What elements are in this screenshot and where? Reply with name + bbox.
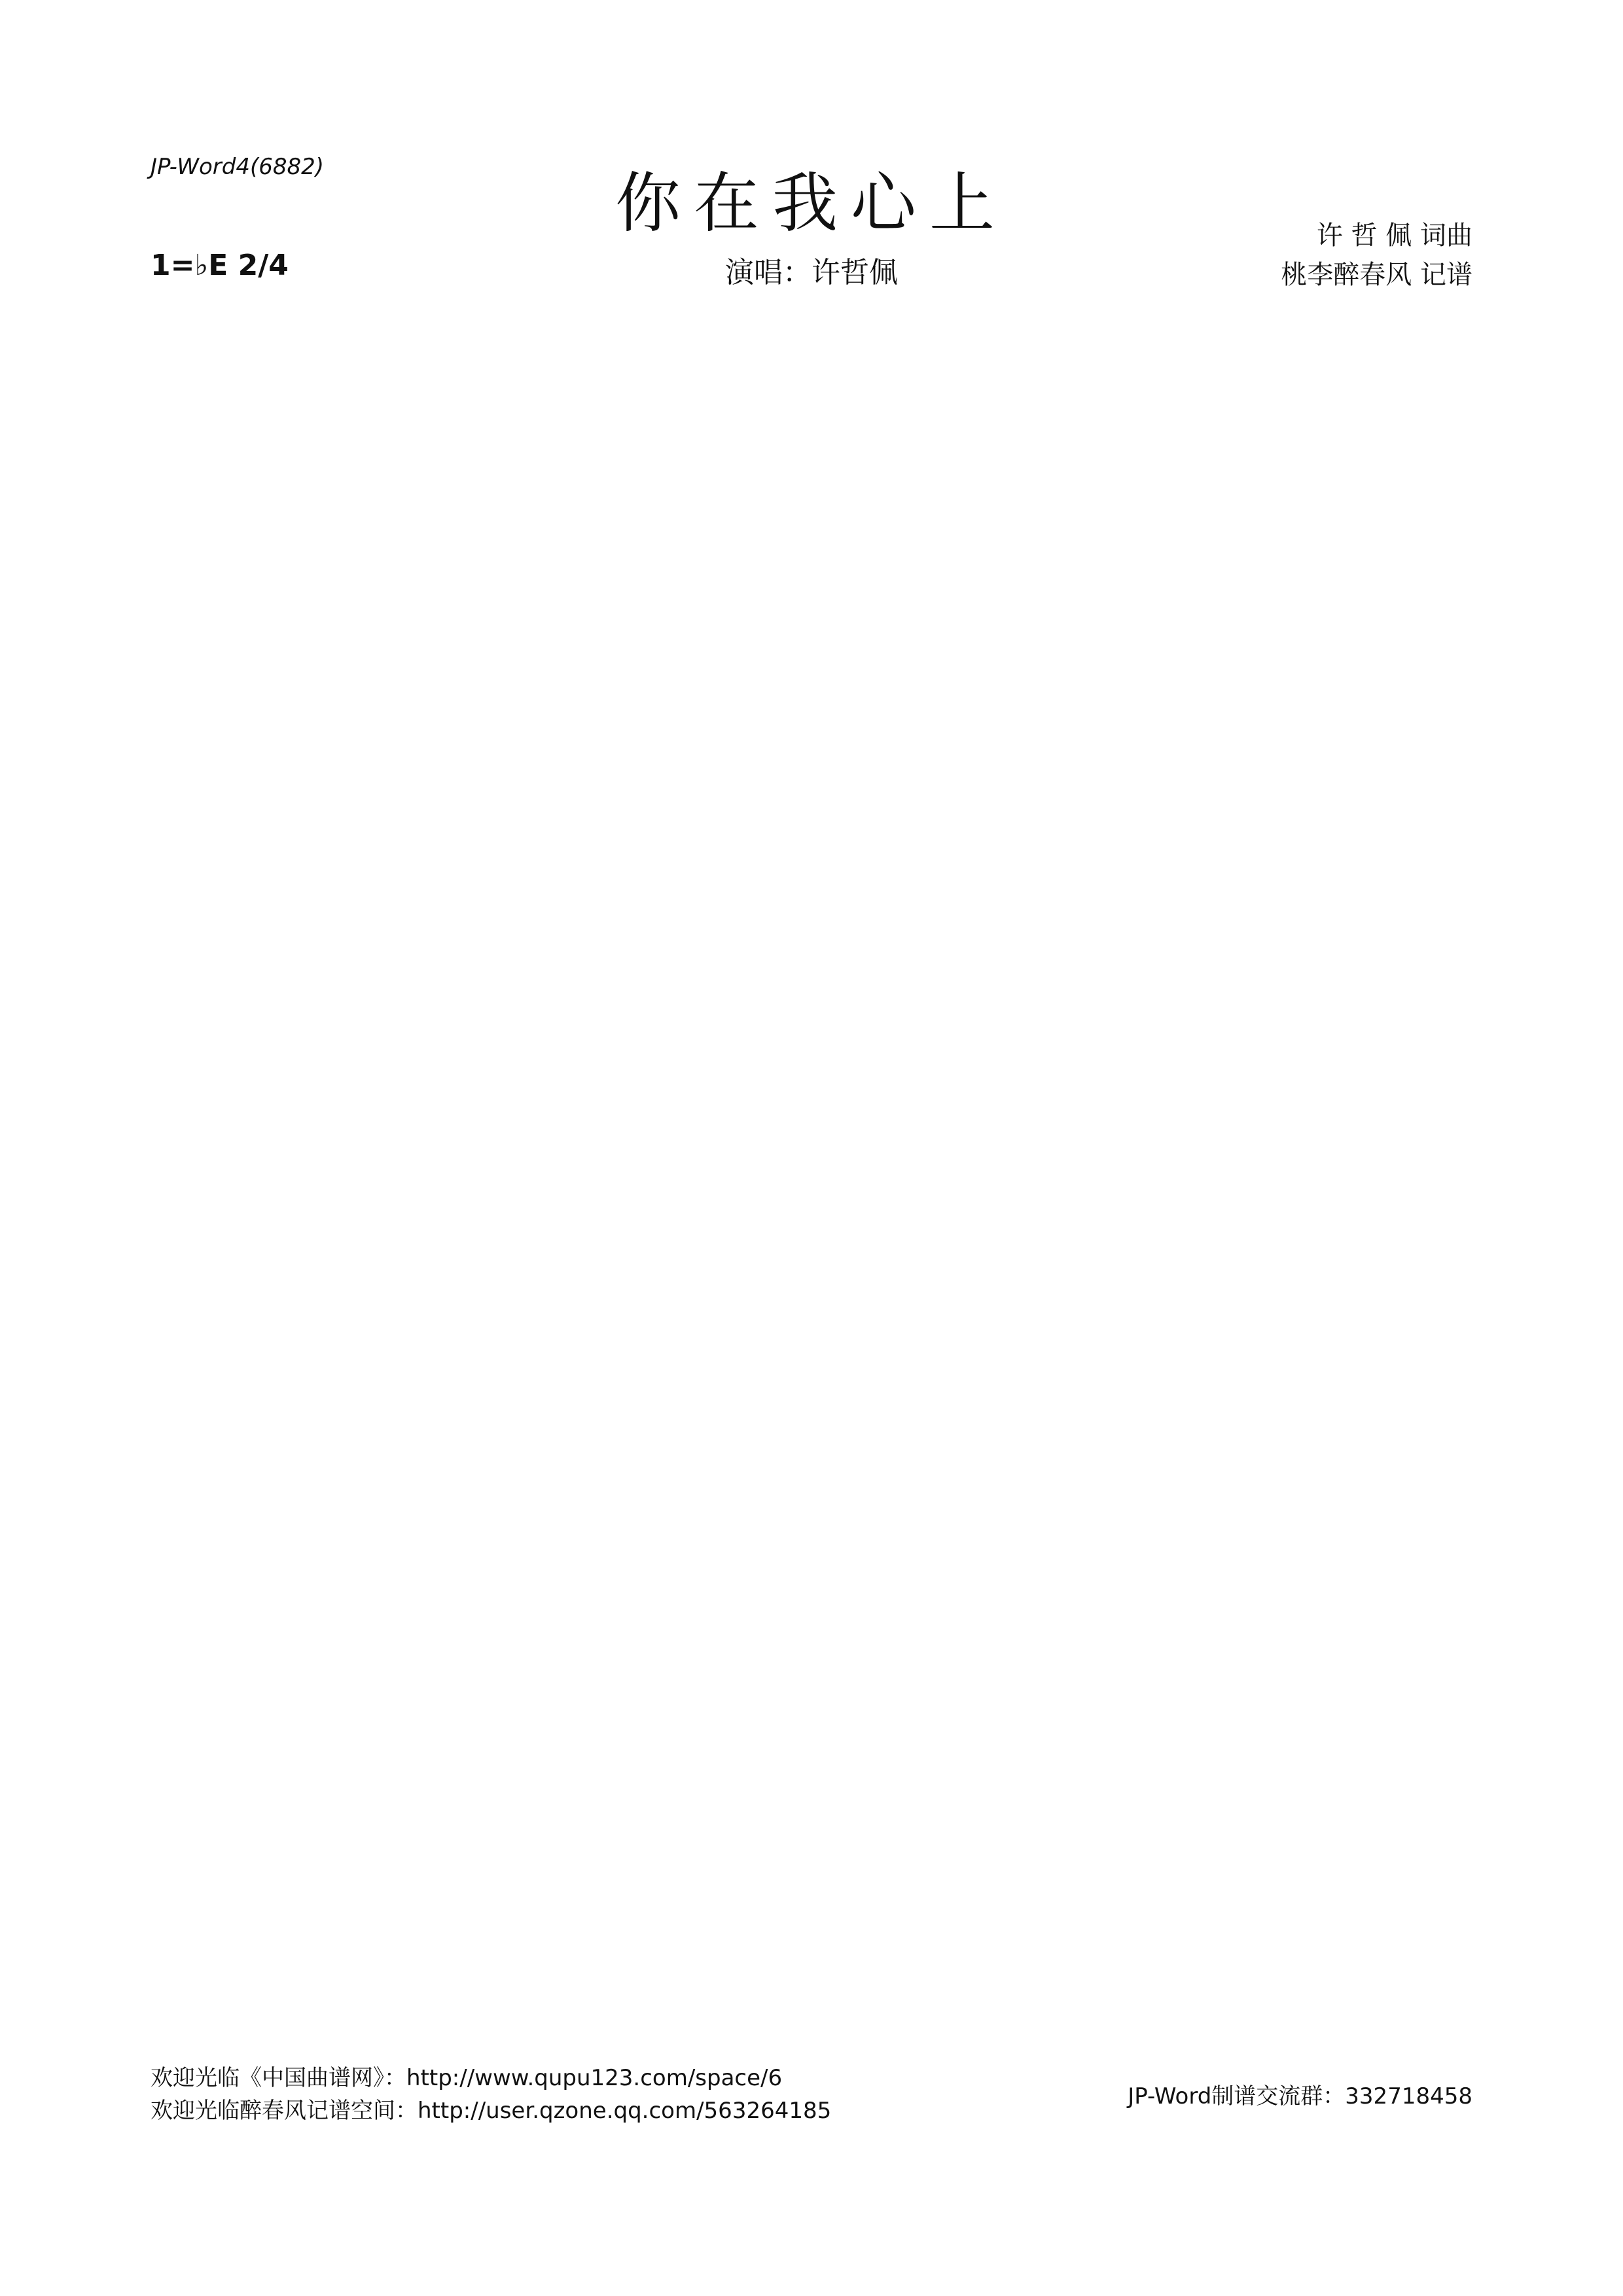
song-title: 你在我心上 xyxy=(615,165,1008,242)
site-line-2[interactable]: 欢迎光临醉春风记谱空间：http://user.qzone.qq.com/563264185 xyxy=(151,2098,832,2124)
composer-credit: 许 哲 佩 词曲 xyxy=(1316,221,1472,251)
singer: 演唱：许哲佩 xyxy=(725,256,898,289)
score-area xyxy=(151,308,1472,2009)
time-signature: 2/4 xyxy=(238,249,289,282)
meta-row xyxy=(151,249,1472,288)
site-line-1[interactable]: 欢迎光临《中国曲谱网》：http://www.qupu123.com/space/6 xyxy=(151,2065,783,2091)
software-label: JP-Word4(6882) xyxy=(151,154,325,180)
key-label: 1=♭E xyxy=(151,249,228,282)
group-info: JP-Word制谱交流群：332718458 xyxy=(1128,2083,1472,2109)
footer-links xyxy=(151,2062,831,2127)
transcriber-credit: 桃李醉春风 记谱 xyxy=(1281,260,1472,290)
